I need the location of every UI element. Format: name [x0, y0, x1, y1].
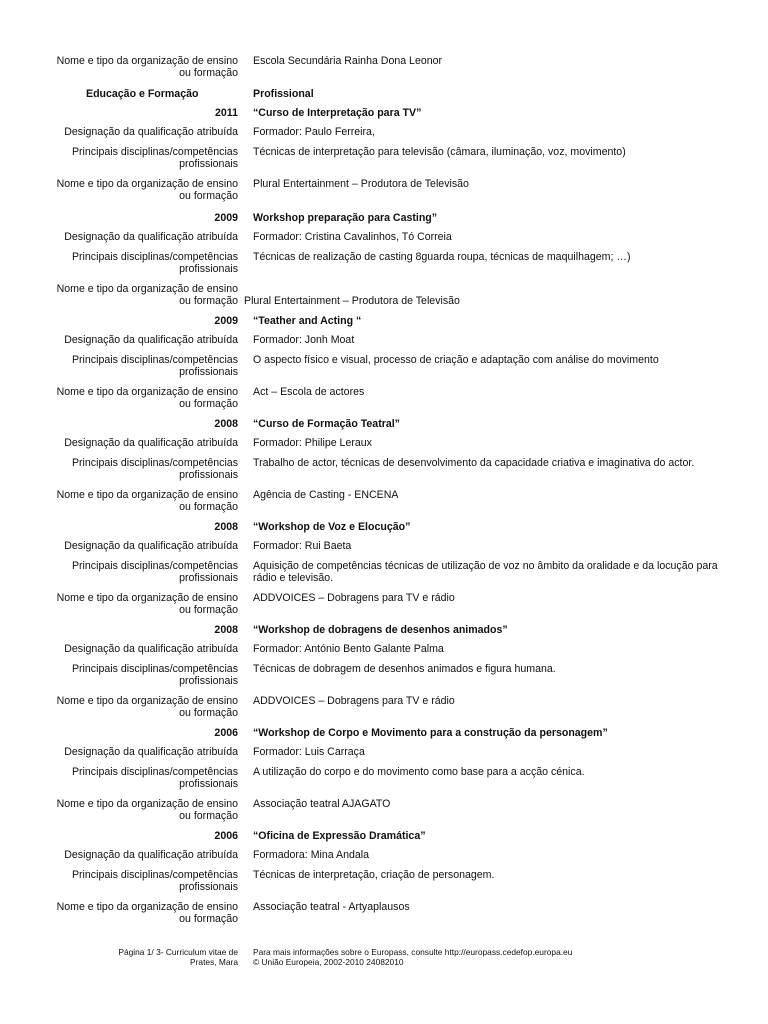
entry-year: 2008 — [214, 521, 238, 533]
skills-label: Principais disciplinas/competências profissionais — [71, 251, 238, 275]
skills-label: Principais disciplinas/competências profissionais — [71, 146, 238, 170]
entry-year: 2006 — [214, 830, 238, 842]
organisation-value: Associação teatral AJAGATO — [253, 798, 391, 810]
entry-title: “Teather and Acting “ — [253, 315, 362, 327]
organisation-label: Nome e tipo da organização de ensino ou formação — [56, 901, 238, 925]
skills-value: Técnicas de interpretação, criação de personagem. — [253, 869, 495, 881]
qualification-label: Designação da qualificação atribuída — [64, 643, 238, 655]
entry-title: “Workshop de Corpo e Movimento para a construção da personagem” — [253, 727, 608, 739]
skills-value: Técnicas de dobragem de desenhos animados e figura humana. — [253, 663, 556, 675]
organisation-label: Nome e tipo da organização de ensino ou formação — [56, 798, 238, 822]
entry-title: “Curso de Formação Teatral” — [253, 418, 400, 430]
entry-title: “Oficina de Expressão Dramática” — [253, 830, 426, 842]
skills-label: Principais disciplinas/competências profissionais — [71, 560, 238, 584]
organisation-value: Agência de Casting - ENCENA — [253, 489, 399, 501]
organisation-label: Nome e tipo da organização de ensino ou formação — [56, 178, 238, 202]
qualification-value: Formador: Philipe Leraux — [253, 437, 372, 449]
organisation-value: Plural Entertainment – Produtora de Televisão — [253, 178, 469, 190]
organisation-value: ADDVOICES – Dobragens para TV e rádio — [253, 695, 455, 707]
qualification-value: Formador: Luis Carraça — [253, 746, 365, 758]
org-value: Escola Secundária Rainha Dona Leonor — [253, 55, 443, 67]
organisation-label: Nome e tipo da organização de ensino ou formação — [56, 592, 238, 616]
entry-year: 2008 — [214, 418, 238, 430]
qualification-label: Designação da qualificação atribuída — [64, 334, 238, 346]
skills-label: Principais disciplinas/competências profissionais — [71, 457, 238, 481]
qualification-value: Formador: António Bento Galante Palma — [253, 643, 444, 655]
organisation-label: Nome e tipo da organização de ensino ou formação — [56, 489, 238, 513]
entry-title: Workshop preparação para Casting” — [253, 212, 438, 224]
footer-page-info: Página 1/ 3- Curriculum vitae de Prates, Mara — [118, 947, 238, 967]
entry-year: 2009 — [214, 315, 238, 327]
organisation-label: Nome e tipo da organização de ensino ou formação — [56, 283, 238, 307]
org-label: Nome e tipo da organização de ensino ou formação — [56, 55, 238, 79]
organisation-label: Nome e tipo da organização de ensino ou formação — [56, 695, 238, 719]
qualification-value: Formador: Cristina Cavalinhos, Tó Correia — [253, 231, 452, 243]
entry-year: 2011 — [215, 107, 238, 119]
organisation-value: Associação teatral - Artyaplausos — [253, 901, 410, 913]
qualification-label: Designação da qualificação atribuída — [64, 231, 238, 243]
qualification-value: Formadora: Mina Andala — [253, 849, 370, 861]
skills-value: Técnicas de realização de casting 8guarda roupa, técnicas de maquilhagem; …) — [253, 251, 631, 263]
skills-label: Principais disciplinas/competências profissionais — [71, 354, 238, 378]
organisation-value: Act – Escola de actores — [253, 386, 365, 398]
section-heading-left: Educação e Formação — [86, 88, 199, 100]
organisation-value: ADDVOICES – Dobragens para TV e rádio — [253, 592, 455, 604]
entry-year: 2008 — [214, 624, 238, 636]
qualification-label: Designação da qualificação atribuída — [64, 540, 238, 552]
entry-year: 2009 — [214, 212, 238, 224]
entry-title: “Workshop de dobragens de desenhos animados” — [253, 624, 508, 636]
entry-year: 2006 — [214, 727, 238, 739]
qualification-label: Designação da qualificação atribuída — [64, 849, 238, 861]
skills-value: Técnicas de interpretação para televisão (câmara, iluminação, voz, movimento) — [253, 146, 626, 158]
organisation-value: Plural Entertainment – Produtora de Televisão — [244, 295, 460, 307]
qualification-value: Formador: Rui Baeta — [253, 540, 352, 552]
skills-label: Principais disciplinas/competências profissionais — [71, 869, 238, 893]
skills-value: O aspecto físico e visual, processo de criação e adaptação com análise do movimento — [253, 354, 659, 366]
skills-value: Trabalho de actor, técnicas de desenvolvimento da capacidade criativa e imaginativa do actor. — [253, 457, 695, 469]
skills-value: Aquisição de competências técnicas de utilização de voz no âmbito da oralidade e da locução para rádio e televisão. — [253, 560, 718, 584]
footer-europass-info: Para mais informações sobre o Europass, consulte http://europass.cedefop.europa.eu © União Europeia, 2002-2010 24082010 — [253, 947, 573, 967]
qualification-label: Designação da qualificação atribuída — [64, 437, 238, 449]
organisation-label: Nome e tipo da organização de ensino ou formação — [56, 386, 238, 410]
section-heading-right: Profissional — [253, 88, 314, 100]
qualification-label: Designação da qualificação atribuída — [64, 746, 238, 758]
entry-title: “Workshop de Voz e Elocução” — [253, 521, 411, 533]
qualification-value: Formador: Jonh Moat — [253, 334, 355, 346]
qualification-label: Designação da qualificação atribuída — [64, 126, 238, 138]
skills-label: Principais disciplinas/competências profissionais — [71, 766, 238, 790]
qualification-value: Formador: Paulo Ferreira, — [253, 126, 375, 138]
entry-title: “Curso de Interpretação para TV” — [253, 107, 422, 119]
skills-label: Principais disciplinas/competências profissionais — [71, 663, 238, 687]
skills-value: A utilização do corpo e do movimento como base para a acção cénica. — [253, 766, 585, 778]
